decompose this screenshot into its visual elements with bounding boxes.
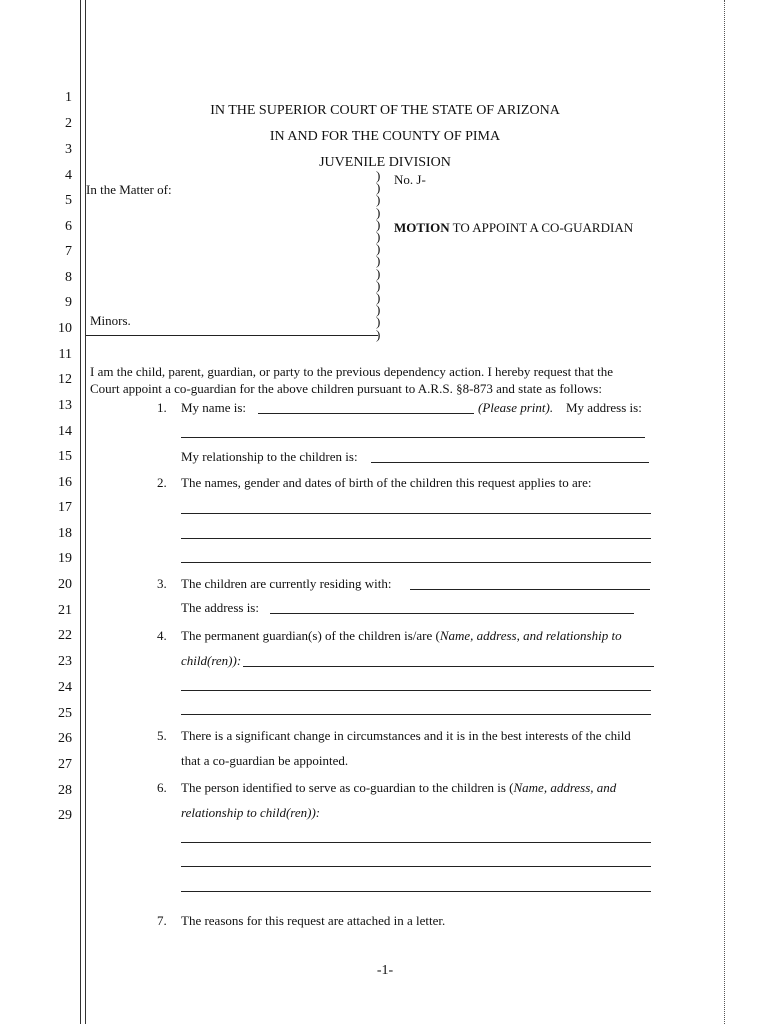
item-6-text	[181, 780, 616, 796]
item-2-text: The names, gender and dates of birth of the children this request applies to are:	[181, 475, 592, 490]
relationship-field[interactable]	[371, 462, 649, 463]
item-6-number: 6.	[157, 780, 167, 795]
line-number: 22	[58, 628, 72, 643]
page-number: -1-	[376, 963, 394, 978]
caption-paren: )	[376, 253, 381, 269]
county-title: IN AND FOR THE COUNTY OF PIMA	[269, 129, 501, 144]
left-margin-rule	[80, 0, 81, 1024]
intro-line-2: Court appoint a co-guardian for the above children pursuant to A.R.S. §8-873 and state as follows:	[90, 381, 602, 396]
line-number: 23	[58, 654, 72, 669]
item-3-address-label: The address is:	[181, 600, 259, 615]
caption-paren: )	[376, 192, 381, 208]
coguardian-field-3[interactable]	[181, 891, 651, 892]
item-5-text-1: There is a significant change in circumstances and it is in the best interests of the child	[181, 728, 631, 743]
line-number: 3	[65, 142, 72, 157]
caption-paren: )	[376, 265, 381, 281]
line-number: 1	[65, 90, 72, 105]
item-4-text-plain: The permanent guardian(s) of the children is/are (	[181, 628, 440, 643]
caption-paren: )	[376, 326, 381, 342]
residing-field[interactable]	[410, 589, 650, 590]
caption-paren: )	[376, 216, 381, 232]
case-number: No. J-	[394, 172, 426, 187]
caption-paren: )	[376, 229, 381, 244]
item-6-relationship-label: relationship to child(ren)):	[181, 805, 321, 820]
right-margin-rule	[724, 0, 725, 1024]
line-number: 27	[58, 757, 72, 772]
line-number: 20	[58, 577, 72, 592]
line-number: 8	[65, 270, 72, 285]
children-field-2[interactable]	[181, 538, 651, 539]
line-number: 15	[58, 449, 72, 464]
caption-paren: )	[376, 180, 381, 196]
coguardian-field-2[interactable]	[181, 866, 651, 867]
address-label: My address is:	[566, 400, 642, 415]
children-field-3[interactable]	[181, 562, 651, 563]
children-field-1[interactable]	[181, 513, 651, 514]
residing-address-field[interactable]	[270, 613, 634, 614]
caption-paren: )	[376, 277, 381, 293]
line-number: 29	[58, 808, 72, 823]
line-number: 16	[58, 475, 72, 490]
caption-paren: )	[376, 204, 381, 220]
matter-label: In the Matter of:	[86, 182, 172, 197]
item-3-text: The children are currently residing with:	[181, 576, 392, 591]
guardian-field-2[interactable]	[181, 690, 651, 691]
line-number: 2	[65, 116, 72, 131]
line-number: 10	[58, 321, 72, 336]
item-4-children-label: child(ren)):	[181, 653, 242, 668]
caption-paren: )	[376, 290, 381, 305]
item-5-number: 5.	[157, 728, 167, 743]
motion-rest: TO APPOINT A CO-GUARDIAN	[449, 220, 634, 235]
left-margin-rule-inner	[85, 0, 86, 1024]
item-1-number: 1.	[157, 400, 167, 415]
motion-title	[394, 220, 633, 236]
coguardian-field-1[interactable]	[181, 842, 651, 843]
item-5-text-2: that a co-guardian be appointed.	[181, 753, 349, 768]
item-1-label: My name is:	[181, 400, 246, 415]
motion-bold: MOTION	[394, 220, 450, 235]
item-6-text-plain: The person identified to serve as co-guardian to the children is (	[181, 780, 514, 795]
court-title: IN THE SUPERIOR COURT OF THE STATE OF ARIZONA	[210, 103, 560, 118]
guardian-field-1[interactable]	[243, 666, 654, 667]
item-4-text	[181, 628, 622, 644]
item-4-text-italic: Name, address, and relationship to	[439, 628, 622, 643]
line-number: 14	[58, 424, 72, 439]
caption-paren: )	[376, 241, 381, 257]
item-7-number: 7.	[157, 913, 167, 928]
line-number: 24	[58, 680, 72, 695]
line-number: 11	[58, 347, 72, 362]
item-2-number: 2.	[157, 475, 167, 490]
line-number: 17	[58, 500, 72, 515]
please-print: (Please print).	[478, 400, 554, 415]
name-field[interactable]	[258, 413, 474, 414]
division-title: JUVENILE DIVISION	[319, 155, 451, 170]
caption-paren: )	[376, 168, 381, 183]
line-number: 5	[65, 193, 72, 208]
item-7-text: The reasons for this request are attached in a letter.	[181, 913, 446, 928]
relationship-label: My relationship to the children is:	[181, 449, 358, 464]
intro-line-1: I am the child, parent, guardian, or party to the previous dependency action. I hereby request that the	[90, 364, 614, 379]
line-number: 26	[58, 731, 72, 746]
caption-paren: )	[376, 302, 381, 318]
line-number: 7	[65, 244, 72, 259]
caption-paren: )	[376, 314, 381, 330]
line-number: 25	[58, 706, 72, 721]
minors-label: Minors.	[90, 313, 131, 328]
line-number: 4	[65, 168, 72, 183]
item-3-number: 3.	[157, 576, 167, 591]
line-number: 12	[58, 372, 72, 387]
line-number: 6	[65, 219, 72, 234]
item-4-number: 4.	[157, 628, 167, 643]
guardian-field-3[interactable]	[181, 714, 651, 715]
line-number: 18	[58, 526, 72, 541]
line-number: 21	[58, 603, 72, 618]
line-number: 28	[58, 783, 72, 798]
caption-rule	[86, 335, 378, 336]
item-6-text-italic: Name, address, and	[513, 780, 617, 795]
address-field[interactable]	[181, 437, 645, 438]
line-number: 9	[65, 295, 72, 310]
line-number: 13	[58, 398, 72, 413]
line-number: 19	[58, 551, 72, 566]
